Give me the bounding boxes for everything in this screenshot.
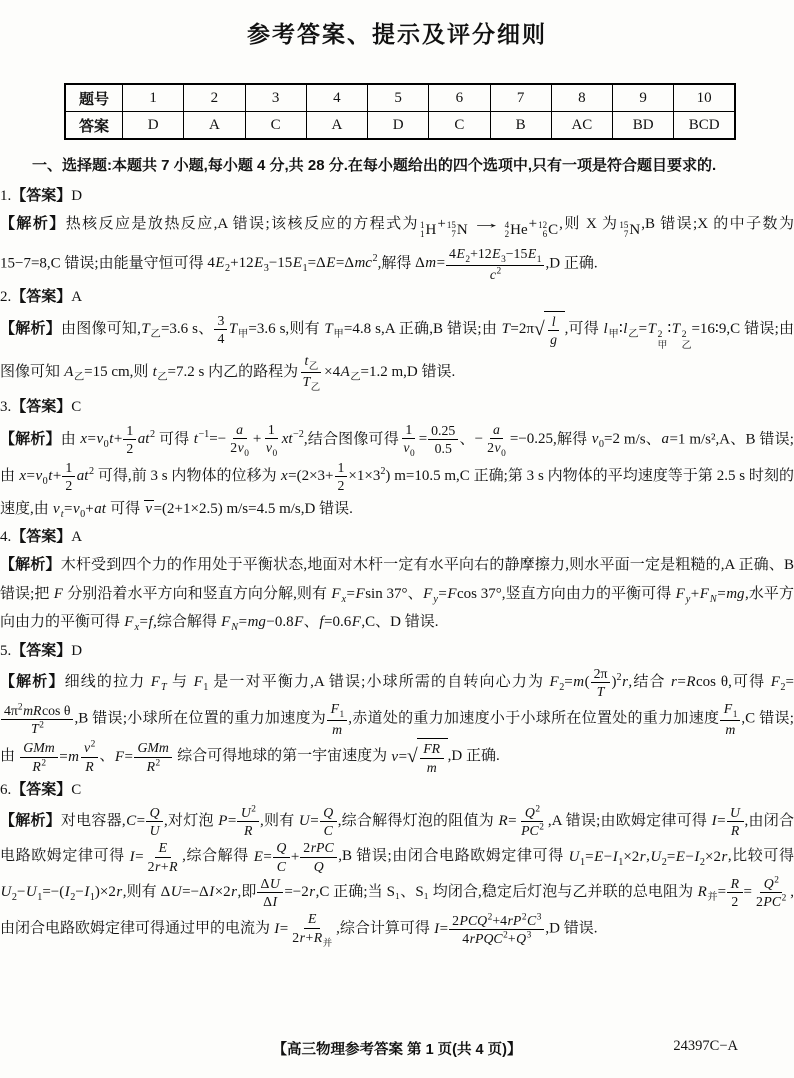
answer-label: 【答案】 xyxy=(11,397,72,415)
question-number-cell: 9 xyxy=(613,84,674,112)
answer-table xyxy=(64,83,736,140)
math-expression: $T_甲=4.8$ xyxy=(324,321,372,341)
footer-code: 24397C−A xyxy=(673,1038,738,1054)
math-expression: x=(2×3+ $\frac{1}{2}$ $\times 1\times 3^2$) xyxy=(280,460,391,494)
math-expression: $x=v_0t+$ $\frac{1}{2}$ $at^2$ xyxy=(80,423,156,457)
answer-value: A xyxy=(71,529,83,546)
questions-list xyxy=(0,182,794,949)
answer-line xyxy=(0,776,794,804)
math-expression: $x=v_0t+$ $\frac{1}{2}$ $at^2$ xyxy=(19,460,95,494)
answer-cell: D xyxy=(368,112,429,140)
math-expression: $U_2-U_1=-(I_2-I_1)\times 2r$ xyxy=(0,884,123,904)
math-expression: C= $\frac{Q}{U}$ xyxy=(126,813,164,829)
answer-line xyxy=(0,637,794,665)
math-expression: $\frac{1}{v_0}$ = $\frac{0.25}{0.5}$ xyxy=(399,431,459,447)
answer-value: C xyxy=(71,781,82,798)
math-expression: $\frac{F_1}{m}$ xyxy=(326,711,348,727)
math-expression: v =(2+1×2.5) xyxy=(145,500,223,517)
math-expression: I= $\frac{E}{2r+R}$ xyxy=(129,840,178,874)
question-block-4 xyxy=(0,523,794,637)
math-expression: $T_乙=3.6$ xyxy=(141,321,189,341)
answer-cell: C xyxy=(429,112,490,140)
answer-label: 【答案】 xyxy=(11,641,72,659)
analysis-label: 【解析】 xyxy=(0,556,61,574)
table-header-answer: 答案 xyxy=(65,112,123,140)
question-number-cell: 3 xyxy=(245,84,306,112)
analysis-label: 【解析】 xyxy=(0,812,61,830)
question-block-3 xyxy=(0,393,794,523)
analysis-paragraph: 【解析】细线的拉力 $F_T$ 与 $F_1$ 是一对平衡力,A 错误;小球所需的自转向心力为 $F_2=m$( $\frac{2\pi}{T}$ )$^2$r,结合 r=Rcos θ,可得 $F_2=$ $\frac{4\pi^2mRcos \theta}{T^2}$ ,B 错误;小球所在位置的重力加速度为 $\frac{F_1}{m}$ ,赤道处的重力加速度小于小球所在位置处的重力加速度 $\frac{F_1}{m}$ ,C 错误;由 $\frac{\text{GMm}}{R^2}$ =m $\frac{v^2}{R}$ 、F= $\frac{\text{GMm}}{R^2}$ 综合可得地球的第一宇宙速度为 v= √ $\frac{FR}{m}$ ,D 正确. xyxy=(0,665,794,775)
answer-cell: BD xyxy=(613,112,674,140)
page-title: 参考答案、提示及评分细则 xyxy=(247,21,547,47)
math-expression: $4E_2+12E_3-15E_1=\Delta E=\Delta mc^2$ xyxy=(207,253,378,275)
math-expression: I= $\frac{E}{2r+R_并}$ xyxy=(274,911,333,949)
question-block-2 xyxy=(0,283,794,393)
math-expression: a=1 xyxy=(661,431,686,448)
math-expression: $v_t=v_0+at$ xyxy=(53,500,106,520)
answer-line xyxy=(0,393,794,421)
question-number: 6. xyxy=(0,781,12,798)
math-expression: $F_1$ xyxy=(193,673,209,693)
math-expression: $F_T$ xyxy=(150,673,167,693)
math-expression: $\frac{\Delta U}{\Delta I}$ =−2r xyxy=(256,884,315,900)
question-block-1 xyxy=(0,182,794,284)
math-expression: v= √ $\frac{FR}{m}$ xyxy=(391,749,448,765)
math-expression: 1 1 H+ 15 7 N → 4 2 He+ 12 6 C xyxy=(420,215,559,240)
question-number: 2. xyxy=(0,289,12,306)
math-expression: $F_y=Fcos$ 37° xyxy=(423,585,502,605)
math-expression: I= $\frac{U}{R}$ xyxy=(711,813,744,829)
section-heading: 一、选择题:本题共 7 小题,每小题 4 分,共 28 分.在每小题给出的四个选项中,只有一项是符合题目要求的. xyxy=(32,157,717,174)
math-expression: $l_甲∶l_乙=T$ 2 甲 ∶T 2 乙 =16∶9 xyxy=(603,321,727,351)
math-expression: $t^{-1}=-$ $\frac{a}{2v_0}$ + $\frac{1}{v_0}$ $xt^{-2}$ xyxy=(193,421,304,459)
question-number-cell: 4 xyxy=(306,84,367,112)
answer-cell: A xyxy=(184,112,245,140)
question-block-6 xyxy=(0,776,794,949)
question-number-cell: 1 xyxy=(123,84,184,112)
math-expression: U= $\frac{Q}{C}$ xyxy=(298,813,337,829)
answer-value: C xyxy=(71,398,82,415)
math-expression: F xyxy=(53,585,63,602)
math-expression: F= $\frac{\text{GMm}}{R^2}$ xyxy=(114,749,173,765)
question-number: 5. xyxy=(0,642,12,659)
answer-cell: C xyxy=(245,112,306,140)
question-number: 3. xyxy=(0,398,12,415)
math-expression: $v_0=2$ xyxy=(591,431,620,451)
footer-title: 【高三物理参考答案 第 1 页(共 4 页)】 xyxy=(272,1042,522,1058)
math-expression: r=Rcos θ xyxy=(671,673,729,690)
answer-cell: D xyxy=(123,112,184,140)
math-expression: 15 7 N xyxy=(619,219,641,240)
math-expression: $t_乙=7.2$ xyxy=(152,363,195,383)
math-expression: $\frac{F_1}{m}$ xyxy=(719,711,741,727)
math-expression: $F_2=$ $\frac{4\pi^2mRcos \theta}{T^2}$ xyxy=(0,674,794,727)
math-expression: $F_2=m$( $\frac{2\pi}{T}$ )$^2$r xyxy=(549,665,628,699)
question-number: 1. xyxy=(0,187,12,204)
answer-cell: AC xyxy=(551,112,612,140)
table-row-answers xyxy=(65,112,735,140)
math-expression: $\frac{t_乙}{T_乙}$ $\times 4A_乙=1.2$ xyxy=(302,352,388,393)
question-number-cell: 8 xyxy=(551,84,612,112)
math-expression: $\frac{3}{4}$ $T_甲=3.6$ xyxy=(213,321,275,337)
math-expression: ΔU=−ΔI×2r xyxy=(160,884,238,901)
math-expression: R= $\frac{Q^2}{PC^2}$ xyxy=(498,804,544,839)
question-number-cell: 7 xyxy=(490,84,551,112)
answer-cell: A xyxy=(306,112,367,140)
answer-line xyxy=(0,283,794,311)
math-expression: E= $\frac{Q}{C}$ + $\frac{\text{2rPC}}{Q}$ xyxy=(253,849,338,865)
table-row-numbers xyxy=(65,84,735,112)
question-number-cell: 2 xyxy=(184,84,245,112)
math-expression: f=0.6F xyxy=(319,614,361,631)
math-expression: $R_并=$ $\frac{R}{2}$ = $\frac{Q^2}{2PC^2}$ xyxy=(697,875,787,910)
answer-label: 【答案】 xyxy=(11,186,72,204)
question-number-cell: 6 xyxy=(429,84,490,112)
question-block-5 xyxy=(0,637,794,776)
page-footer xyxy=(0,1038,794,1058)
analysis-label: 【解析】 xyxy=(0,672,65,690)
analysis-paragraph: 【解析】对电容器,C= $\frac{Q}{U}$ ,对灯泡 P= $\frac{U^2}{R}$ ,则有 U= $\frac{Q}{C}$ ,综合解得灯泡的阻值为 R= $\frac{Q^2}{PC^2}$ ,A 错误;由欧姆定律可得 I= $\frac{U}{R}$ ,由闭合电路欧姆定律可得 I= $\frac{E}{2r+R}$ ,综合解得 E= $\frac{Q}{C}$ + $\frac{\text{2rPC}}{Q}$ ,B 错误;由闭合电路欧姆定律可得 $U_1=E-I_1\times 2r,U_2=E-I_2\times 2r$,比较可得 $U_2-U_1=-(I_2-I_1)\times 2r$,则有 ΔU=−ΔI×2r,即 $\frac{\Delta U}{\Delta I}$ =−2r,C 正确;当 S₁、S₁ 均闭合,稳定后灯泡与乙并联的总电阻为 $R_并=$ $\frac{R}{2}$ = $\frac{Q^2}{2PC^2}$ ,由闭合电路欧姆定律可得通过甲的电流为 I= $\frac{E}{2r+R_并}$ ,综合计算可得 I= $\frac{2PCQ^2+4rP^2C^3}{4rPQC^2+Q^3}$ ,D 错误. xyxy=(0,804,794,949)
answer-value: D xyxy=(71,187,83,204)
analysis-paragraph: 【解析】热核反应是放热反应,A 错误;该核反应的方程式为 1 1 H+ 15 7 N → 4 2 He+ 12 6 C,则 X 为 15 7 N,B 错误;X 的中子数为 15−7=8,C 错误;由能量守恒可得 $4E_2+12E_3-15E_1=\Delta E=\Delta mc^2$,解得 Δm= $\frac{4E_2+12E_3-15E_1}{c^2}$ ,D 正确. xyxy=(0,214,794,282)
math-expression: I= $\frac{2PCQ^2+4rP^2C^3}{4rPQC^2+Q^3}$ xyxy=(434,921,546,937)
math-expression: T=2π √ $\frac{l}{g}$ xyxy=(501,321,565,337)
answer-cell: BCD xyxy=(674,112,735,140)
answer-value: A xyxy=(71,289,83,306)
analysis-paragraph: 【解析】木杆受到四个力的作用处于平衡状态,地面对木杆一定有水平向右的静摩擦力,则水平面一定是粗糙的,A 正确、B 错误;把 F 分别沿着水平方向和竖直方向分解,则有 $F_x=Fsin$ 37°、$F_y=Fcos$ 37°,竖直方向由力的平衡可得 $F_y+F_N=mg$,水平方向由力的平衡可得 $F_x=f$,综合解得 $F_N=mg-0.8F$、f=0.6F,C、D 错误. xyxy=(0,556,794,634)
analysis-paragraph: 【解析】由 $x=v_0t+$ $\frac{1}{2}$ $at^2$ 可得 $t^{-1}=-$ $\frac{a}{2v_0}$ + $\frac{1}{v_0}$ $xt^{-2}$,结合图像可得 $\frac{1}{v_0}$ = $\frac{0.25}{0.5}$ 、− $\frac{a}{2v_0}$ =−0.25,解得 $v_0=2$ m/s、a=1 m/s²,A、B 错误;由 $x=v_0t+$ $\frac{1}{2}$ $at^2$ 可得,前 3 s 内物体的位移为 x=(2×3+ $\frac{1}{2}$ $\times 1\times 3^2$) m=10.5 m,C 正确;第 3 s 内物体的平均速度等于第 2.5 s 时刻的速度,由 $v_t=v_0+at$ 可得 v =(2+1×2.5) m/s=4.5 m/s,D 错误. xyxy=(0,421,794,520)
analysis-label: 【解析】 xyxy=(0,214,66,232)
analysis-label: 【解析】 xyxy=(0,430,61,448)
math-expression: Δm= $\frac{4E_2+12E_3-15E_1}{c^2}$ xyxy=(415,255,545,271)
math-expression: $F_y+F_N=mg$ xyxy=(675,585,745,605)
math-expression: − $\frac{a}{2v_0}$ =−0.25 xyxy=(474,421,554,459)
answer-cell: B xyxy=(490,112,551,140)
math-expression: $A_乙=15$ xyxy=(64,363,108,383)
answer-label: 【答案】 xyxy=(11,528,72,546)
math-expression: $\frac{\text{GMm}}{R^2}$ =m $\frac{v^2}{R}$ xyxy=(19,749,100,765)
question-number-cell: 10 xyxy=(674,84,735,112)
math-expression: $F_x=Fsin$ 37° xyxy=(331,585,408,605)
math-expression: $U_2=E-I_2\times 2r$ xyxy=(650,848,728,868)
answer-line xyxy=(0,182,794,210)
answer-line xyxy=(0,523,794,551)
math-expression: $F_x=f$ xyxy=(124,614,153,634)
question-number: 4. xyxy=(0,529,12,546)
question-number-cell: 5 xyxy=(368,84,429,112)
analysis-label: 【解析】 xyxy=(0,320,61,338)
analysis-paragraph: 【解析】由图像可知$,T_乙=3.6$ s、 $\frac{3}{4}$ $T_甲=3.6$ s,则有 $T_甲=4.8$ s,A 正确,B 错误;由 T=2π √ $\frac{l}{g}$ ,可得 $l_甲∶l_乙=T$ 2 甲 ∶T 2 乙 =16∶9,C 错误;由图像可知 $A_乙=15$ cm,则 $t_乙=7.2$ s 内乙的路程为 $\frac{t_乙}{T_乙}$ $\times 4A_乙=1.2$ m,D 错误. xyxy=(0,313,794,393)
math-expression: $F_N=mg-0.8F$ xyxy=(221,614,304,634)
table-header-number: 题号 xyxy=(65,84,123,112)
math-expression: $U_1=E-I_1\times 2r$ xyxy=(568,848,646,868)
answer-label: 【答案】 xyxy=(11,288,72,306)
math-expression: P= $\frac{U^2}{R}$ xyxy=(218,813,260,829)
answer-label: 【答案】 xyxy=(11,780,72,798)
answer-value: D xyxy=(71,642,83,659)
